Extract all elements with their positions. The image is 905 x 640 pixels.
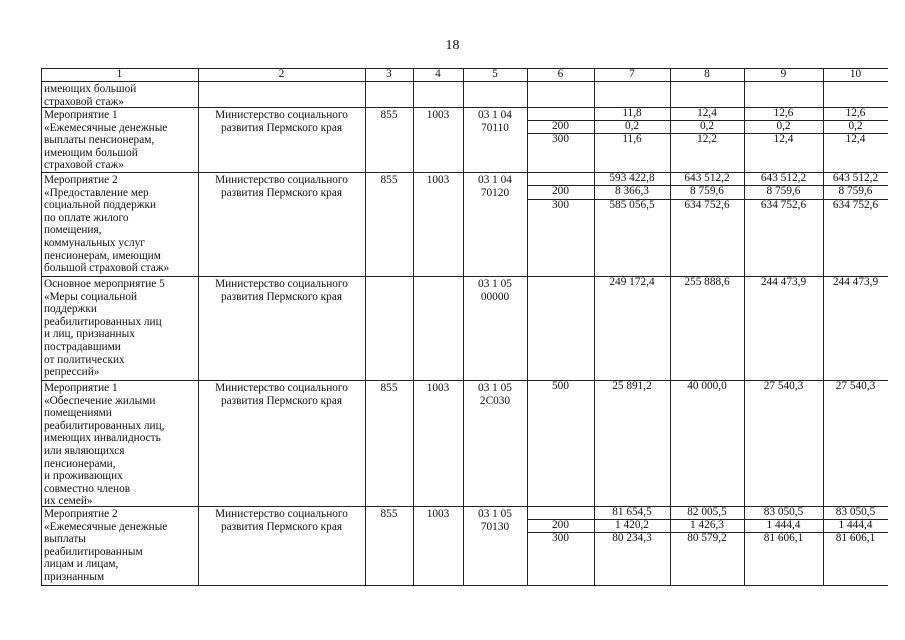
value-cell: 11,6 <box>622 133 642 145</box>
value-cell: 634 752,6 <box>760 199 807 211</box>
row-rz: 1003 <box>426 508 450 520</box>
row-grbs: 855 <box>380 109 398 121</box>
value-cell: 25 891,2 <box>612 380 652 392</box>
row-csr: 03 1 04 70120 <box>478 174 512 199</box>
value-cell: 200 <box>552 519 569 531</box>
value-cell: 255 888,6 <box>684 276 730 288</box>
value-cell: 643 512,2 <box>684 172 730 184</box>
row-grbs: 855 <box>380 382 398 394</box>
row-responsible: Министерство социального развития Пермского края <box>215 109 348 134</box>
row-responsible: Министерство социального развития Пермского края <box>215 382 348 407</box>
row-responsible: Министерство социального развития Пермского края <box>215 278 348 303</box>
value-cell: 80 234,3 <box>612 532 652 544</box>
value-cell: 12,6 <box>845 107 866 119</box>
row-responsible: Министерство социального развития Пермского края <box>215 174 348 199</box>
column-header: 6 <box>557 68 564 80</box>
value-cell: 634 752,6 <box>832 199 879 211</box>
value-cell: 82 005,5 <box>687 506 727 518</box>
value-cell: 585 056,5 <box>609 199 655 211</box>
value-cell: 200 <box>552 185 569 197</box>
value-cell: 80 579,2 <box>687 532 727 544</box>
value-cell: 81 606,1 <box>763 532 804 544</box>
value-cell: 1 444,4 <box>838 519 873 531</box>
column-divider <box>41 68 42 585</box>
row-grbs: 855 <box>380 508 398 520</box>
value-cell: 0,2 <box>848 120 863 132</box>
value-cell: 300 <box>552 532 569 544</box>
column-header: 2 <box>278 68 285 80</box>
value-cell: 244 473,9 <box>832 276 879 288</box>
row-responsible: Министерство социального развития Пермского края <box>215 508 348 533</box>
value-cell: 12,6 <box>773 107 794 119</box>
column-header: 1 <box>116 68 123 80</box>
header-bottom-border <box>41 81 888 82</box>
row-csr: 03 1 04 70110 <box>478 109 512 134</box>
value-cell: 200 <box>552 120 569 132</box>
column-header: 4 <box>435 68 441 80</box>
value-cell: 27 540,3 <box>763 380 804 392</box>
value-cell: 12,4 <box>845 133 866 145</box>
column-header: 5 <box>492 68 498 80</box>
row-name: Мероприятие 1 «Обеспечение жилыми помещениями реабилитированных лиц, имеющих инвалидность или являющихся пенсионерами, и проживающих совместно членов их семей» <box>44 382 165 508</box>
value-cell: 634 752,6 <box>684 199 730 211</box>
value-cell: 40 000,0 <box>687 380 727 392</box>
column-header: 7 <box>629 68 635 80</box>
value-cell: 249 172,4 <box>609 276 655 288</box>
value-cell: 12,4 <box>697 107 717 119</box>
value-cell: 11,8 <box>622 107 642 119</box>
row-rz: 1003 <box>426 382 450 394</box>
value-cell: 81 606,1 <box>835 532 876 544</box>
value-cell: 81 654,5 <box>612 506 652 518</box>
row-csr: 03 1 05 00000 <box>478 278 512 303</box>
column-header: 8 <box>704 68 710 80</box>
row-name: Основное мероприятие 5 «Меры социальной поддержки реабилитированных лиц и лиц, признанных пострадавшими от политических репрессий» <box>44 278 165 379</box>
value-cell: 83 050,5 <box>835 506 876 518</box>
row-rz: 1003 <box>426 174 450 186</box>
value-cell: 244 473,9 <box>760 276 807 288</box>
value-cell: 643 512,2 <box>832 172 879 184</box>
value-cell: 1 444,4 <box>766 519 801 531</box>
column-header: 3 <box>386 68 392 80</box>
page-number: 18 <box>445 38 460 53</box>
value-cell: 643 512,2 <box>760 172 807 184</box>
row-name: Мероприятие 2 «Ежемесячные денежные выплаты реабилитированным лицам и лицам, признанным <box>44 508 168 583</box>
value-cell: 0,2 <box>699 120 715 132</box>
value-cell: 0,2 <box>624 120 640 132</box>
value-cell: 8 366,3 <box>615 185 649 197</box>
value-cell: 8 759,6 <box>838 185 873 197</box>
value-cell: 0,2 <box>776 120 791 132</box>
value-cell: 593 422,8 <box>609 172 655 184</box>
column-header: 9 <box>780 68 787 80</box>
column-header: 10 <box>849 68 862 80</box>
value-cell: 12,2 <box>697 133 717 145</box>
value-cell: 1 426,3 <box>690 519 724 531</box>
row-name: Мероприятие 1 «Ежемесячные денежные выплаты пенсионерам, имеющим большой страховой стаж» <box>44 109 168 172</box>
value-cell: 500 <box>552 380 569 392</box>
row-grbs: 855 <box>380 174 398 186</box>
value-cell: 1 420,2 <box>615 519 649 531</box>
row-name: имеющих большой страховой стаж» <box>44 83 137 108</box>
row-rz: 1003 <box>426 109 450 121</box>
table-bottom-border <box>41 585 888 586</box>
row-csr: 03 1 05 70130 <box>478 508 512 533</box>
value-cell: 300 <box>552 199 569 211</box>
value-cell: 8 759,6 <box>766 185 801 197</box>
row-csr: 03 1 05 2С030 <box>478 382 512 407</box>
value-cell: 27 540,3 <box>835 380 876 392</box>
value-cell: 83 050,5 <box>763 506 804 518</box>
row-name: Мероприятие 2 «Предоставление мер социальной поддержки по оплате жилого помещения, коммунальных услуг пенсионерам, имеющим большой страховой стаж» <box>44 174 170 275</box>
value-cell: 8 759,6 <box>690 185 724 197</box>
value-cell: 12,4 <box>773 133 794 145</box>
value-cell: 300 <box>552 133 569 145</box>
